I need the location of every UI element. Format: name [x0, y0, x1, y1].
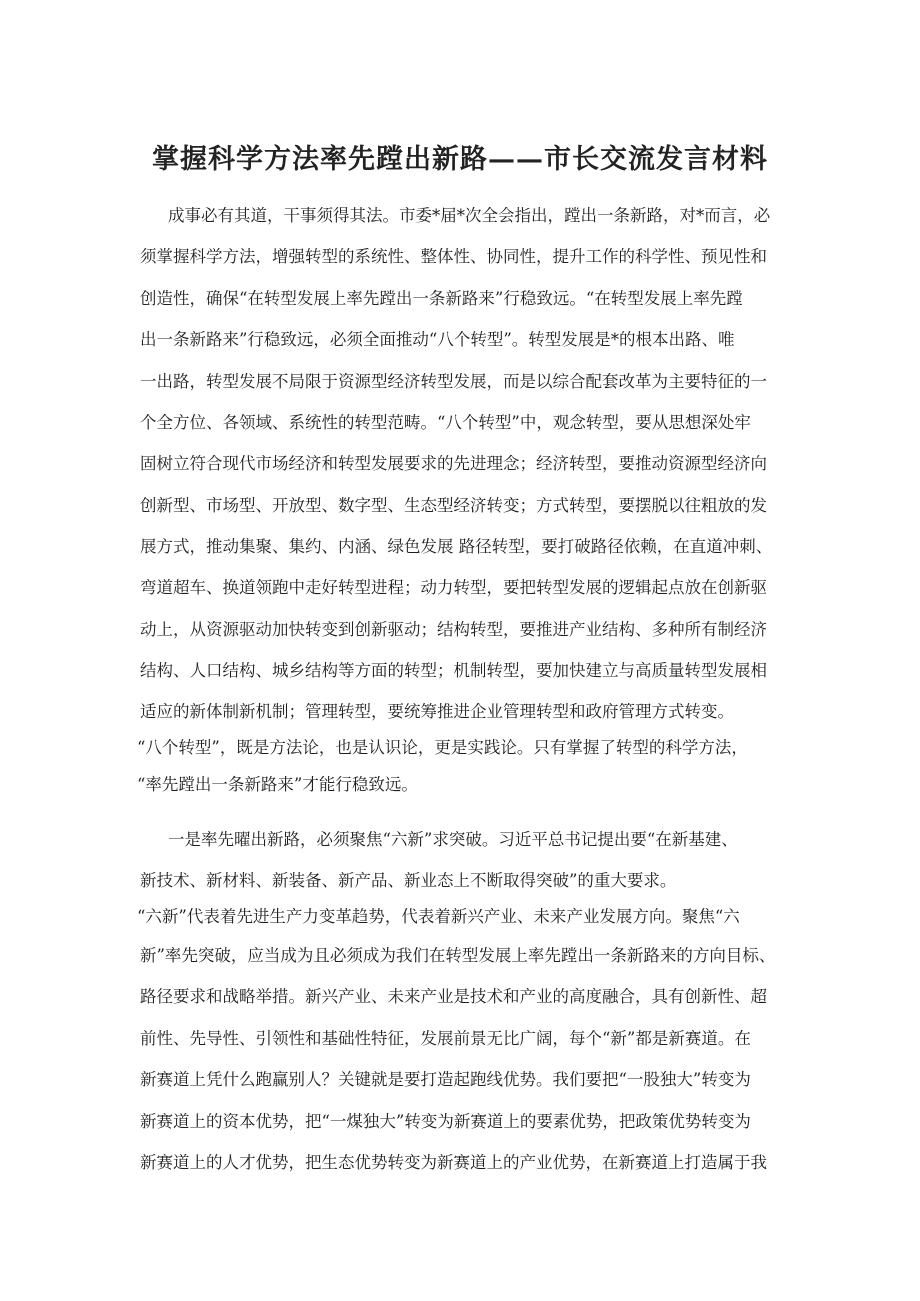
body-line: “率先蹚出一条新路来”才能行稳致远。 [137, 775, 418, 794]
body-line: 新”率先突破，应当成为且必须成为我们在转型发展上率先蹚出一条新路来的方向目标、 [140, 946, 776, 965]
body-line: 新赛道上凭什么跑赢别人？关键就是要打造起跑线优势。我们要把“一股独大”转变为 [140, 1070, 751, 1089]
body-line: 创新型、市场型、开放型、数字型、生态型经济转变；方式转型，要摆脱以往粗放的发 [140, 496, 767, 515]
body-line: 一是率先曜出新路，必须聚焦“六新”求突破。习近平总书记提出要“在新基建、 [168, 830, 738, 849]
body-line: 前性、先导性、引领性和基础性特征，发展前景无比广阔，每个“新”都是新赛道。在 [140, 1029, 751, 1048]
body-line: 动上，从资源驱动加快转变到创新驱动；结构转型，要推进产业结构、多种所有制经济 [140, 620, 767, 639]
body-line: 适应的新体制新机制；管理转型，要统筹推进企业管理转型和政府管理方式转变。 [140, 702, 734, 721]
body-line: 成事必有其道，干事须得其法。市委*届*次全会指出，蹚出一条新路，对*而言，必 [168, 206, 771, 225]
page-title: 掌握科学方法率先蹚出新路——市长交流发言材料 [152, 144, 768, 175]
body-line: 展方式，推动集聚、集约、内涵、绿色发展 路径转型，要打破路径依赖，在直道冲刺、 [140, 537, 773, 556]
body-line: 结构、人口结构、城乡结构等方面的转型；机制转型，要加快建立与高质量转型发展相 [140, 661, 767, 680]
body-line: 新赛道上的人才优势，把生态优势转变为新赛道上的产业优势，在新赛道上打造属于我 [140, 1153, 767, 1172]
body-line: 出一条新路来”行稳致远，必须全面推动“八个转型”。转型发展是*的根本出路、唯 [140, 330, 735, 349]
body-line: “八个转型”，既是方法论，也是认识论，更是实践论。只有掌握了转型的科学方法， [137, 738, 748, 757]
body-line: 须掌握科学方法，增强转型的系统性、整体性、协同性，提升工作的科学性、预见性和 [140, 247, 767, 266]
body-line: 一出路，转型发展不局限于资源型经济转型发展，而是以综合配套改革为主要特征的一 [140, 372, 767, 391]
body-line: 固树立符合现代市场经济和转型发展要求的先进理念；经济转型，要推动资源型经济向 [140, 454, 767, 473]
body-line: 新赛道上的资本优势，把“一煤独大”转变为新赛道上的要素优势，把政策优势转变为 [140, 1112, 751, 1131]
body-line: 个全方位、各领域、系统性的转型范畴。“八个转型”中，观念转型，要从思想深处牢 [140, 413, 751, 432]
body-line: “六新”代表着先进生产力变革趋势，代表着新兴产业、未来产业发展方向。聚焦“六 [137, 907, 740, 926]
body-line: 创造性，确保“在转型发展上率先蹚出一条新路来”行稳致远。“在转型发展上率先蹚 [140, 289, 743, 308]
body-line: 弯道超车、换道领跑中走好转型进程；动力转型，要把转型发展的逻辑起点放在创新驱 [140, 578, 767, 597]
body-line: 新技术、新材料、新装备、新产品、新业态上不断取得突破”的重大要求。 [140, 871, 677, 890]
body-line: 路径要求和战略举措。新兴产业、未来产业是技术和产业的高度融合，具有创新性、超 [140, 987, 767, 1006]
